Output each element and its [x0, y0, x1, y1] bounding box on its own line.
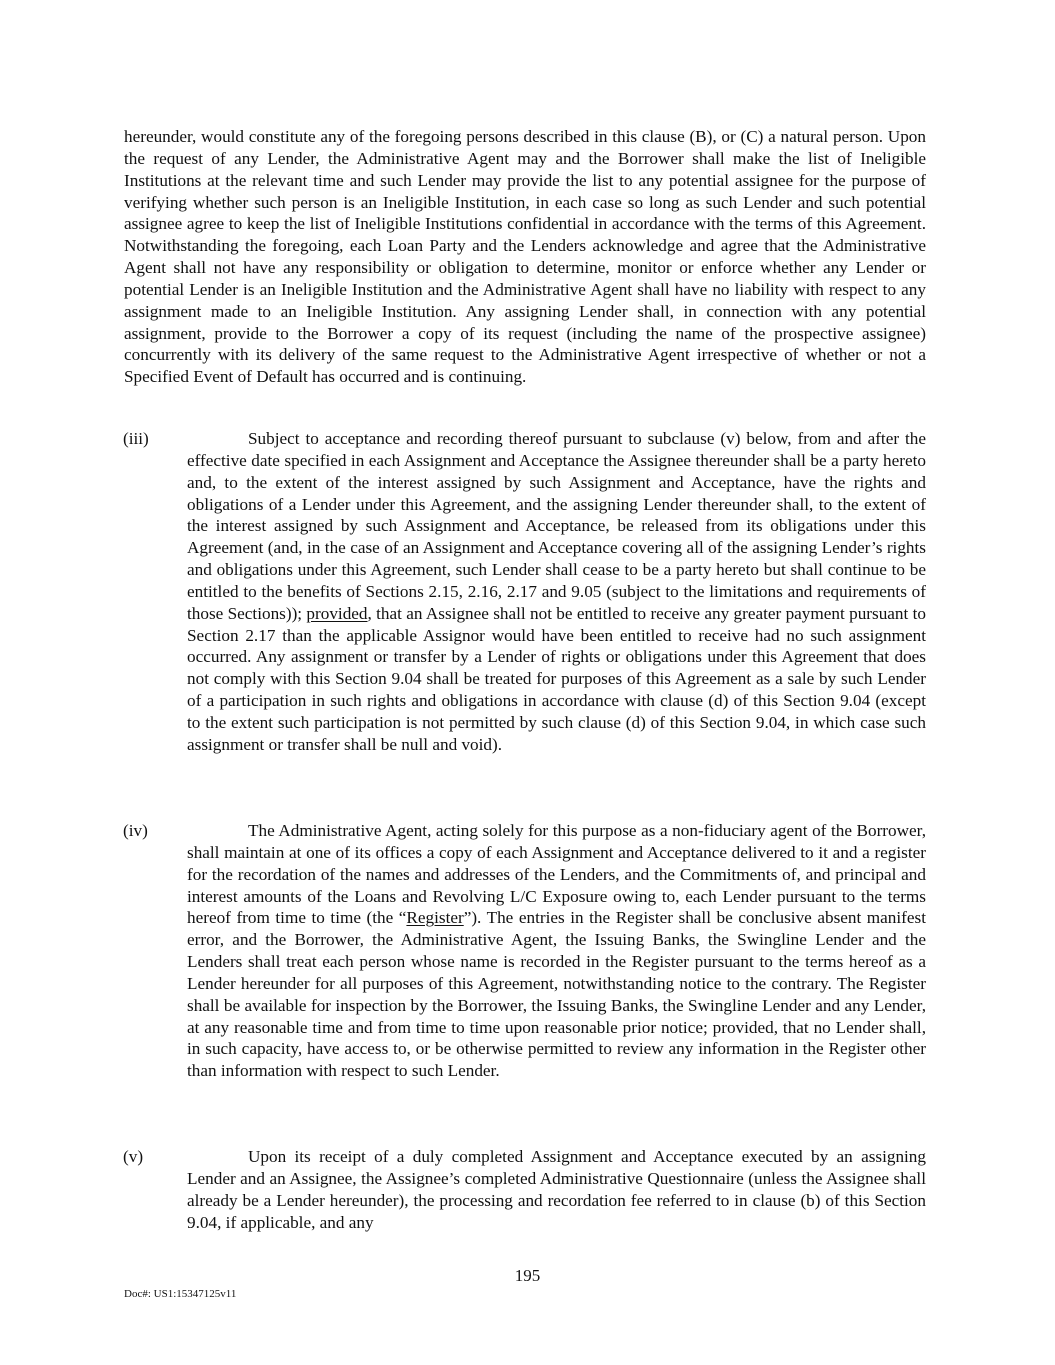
subclause-v [123, 1146, 926, 1233]
subclause-text-continued: , that an Assignee shall not be entitled to receive any greater payment pursuant to Section 2.17 than the applicable Assignor would have been entitled to receive had no such assignment occurred. Any assignment or transfer by a Lender of rights or obligations under this Agreement that does not comply with this Section 9.04 shall be treated for purposes of this Agreement as a sale by such Lender of a participation in such rights and obligations in accordance with clause (d) of this Section 9.04 (except to the extent such participation is not permitted by such clause (d) of this Section 9.04, in which case such assignment or transfer shall be null and void). [187, 603, 926, 754]
subclause-number: (iii) [123, 429, 149, 448]
subclause-iii [123, 428, 926, 756]
page-number: 195 [514, 1266, 541, 1285]
paragraph-continuation: hereunder, would constitute any of the foregoing persons described in this clause (B), or (C) a natural person. Upon the request of any Lender, the Administrative Agent may and the Borrower shall make the list of Ineligible Institutions at the relevant time and such Lender may provide the list to any potential assignee for the purpose of verifying whether such person is an Ineligible Institution, in each case so long as such Lender and such potential assignee agree to keep the list of Ineligible Institutions confidential in accordance with the terms of this Agreement. Notwithstanding the foregoing, each Loan Party and the Lenders acknowledge and agree that the Administrative Agent shall not have any responsibility or obligation to determine, monitor or enforce whether any Lender or potential Lender is an Ineligible Institution and the Administrative Agent shall have no liability with respect to any assignment made to an Ineligible Institution. Any assigning Lender shall, in connection with any potential assignment, provide to the Borrower a copy of its request (including the name of the prospective assignee) concurrently with its delivery of the same request to the Administrative Agent irrespective of whether or not a Specified Event of Default has occurred and is continuing. [124, 127, 926, 387]
subclause-text-continued: ”). The entries in the Register shall be conclusive absent manifest error, and the Borrower, the Administrative Agent, the Issuing Banks, the Swingline Lender and the Lenders shall treat each person whose name is recorded in the Register pursuant to the terms hereof as a Lender hereunder for all purposes of this Agreement, notwithstanding notice to the contrary. The Register shall be available for inspection by the Borrower, the Issuing Banks, the Swingline Lender and any Lender, at any reasonable time and from time to time upon reasonable prior notice; provided, that no Lender shall, in such capacity, have access to, or be otherwise permitted to review any information in the Register other than information with respect to such Lender. [187, 908, 926, 1081]
subclause-text: The Administrative Agent, acting solely for this purpose as a non-fiduciary agent of the Borrower, shall maintain at one of its offices a copy of each Assignment and Acceptance delivered to it and a register for the recordation of the names and addresses of the Lenders, and the Commitments of, and principal and interest amounts of the Loans and Revolving L/C Exposure owing to, each Lender pursuant to the terms hereof from time to time (the “ [187, 821, 926, 928]
document-id: Doc#: US1:15347125v11 [124, 1288, 237, 1300]
subclause-number: (iv) [123, 821, 148, 840]
subclause-text: Subject to acceptance and recording thereof pursuant to subclause (v) below, from and after the effective date specified in each Assignment and Acceptance the Assignee thereunder shall be a party hereto and, to the extent of the interest assigned by such Assignment and Acceptance, have the rights and obligations of a Lender under this Agreement, and the assigning Lender thereunder shall, to the extent of the interest assigned by such Assignment and Acceptance, be released from its obligations under this Agreement (and, in the case of an Assignment and Acceptance covering all of the assigning Lender’s rights and obligations under this Agreement, such Lender shall cease to be a party hereto but shall continue to be entitled to the benefits of Sections 2.15, 2.16, 2.17 and 9.05 (subject to the limitations and requirements of those Sections)); [187, 429, 926, 623]
subclause-text: Upon its receipt of a duly completed Assignment and Acceptance executed by an assigning Lender and an Assignee, the Assignee’s completed Administrative Questionnaire (unless the Assignee shall already be a Lender hereunder), the processing and recordation fee referred to in clause (b) of this Section 9.04, if applicable, and any [187, 1147, 926, 1232]
subclause-number: (v) [123, 1147, 144, 1166]
defined-term-register: Register [406, 908, 464, 928]
underlined-term: provided [306, 603, 368, 623]
subclause-iv [123, 820, 926, 1082]
